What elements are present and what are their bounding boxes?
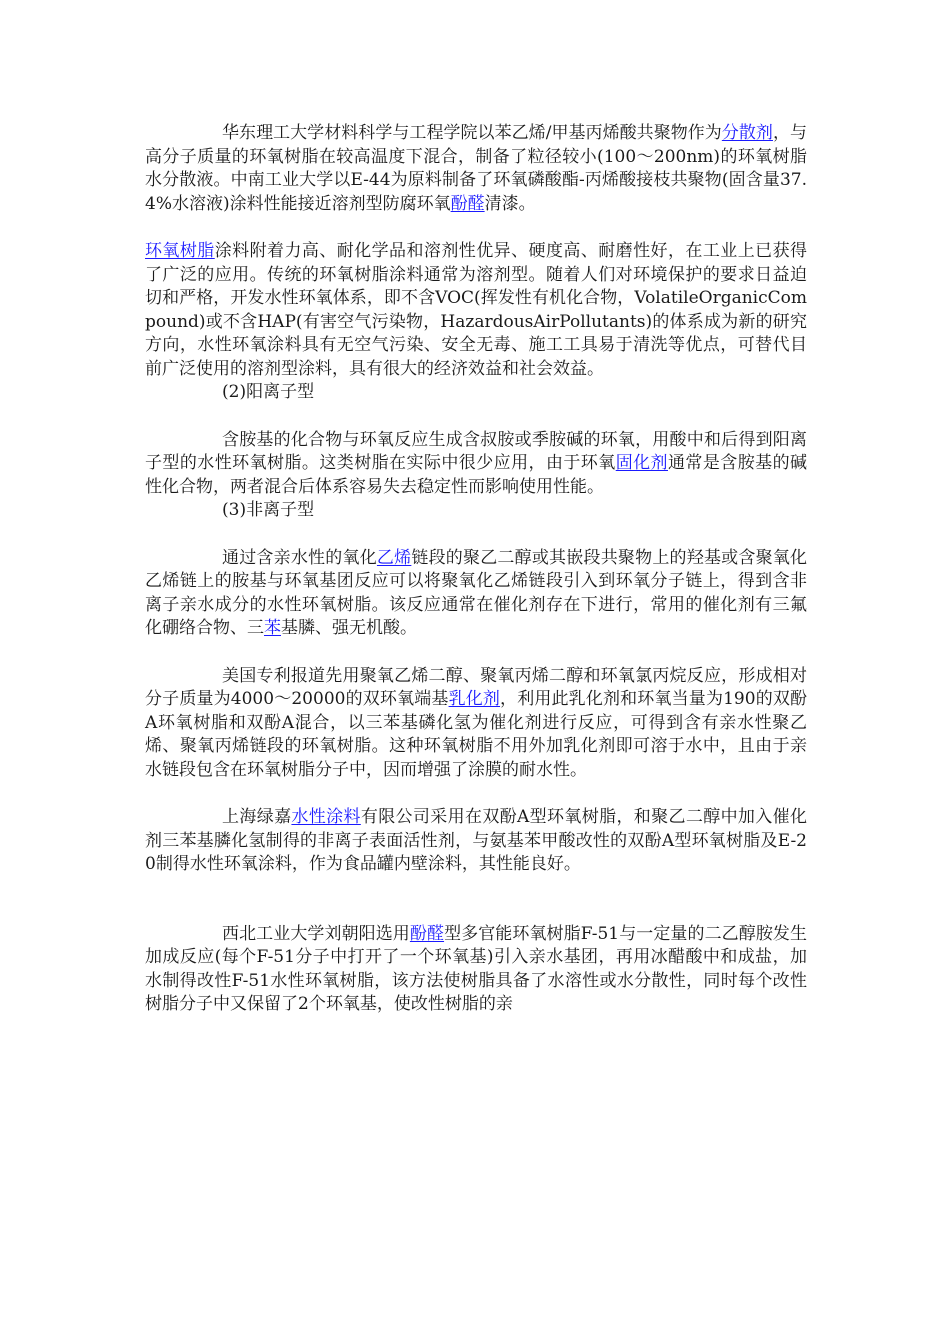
link-curing-agent[interactable]: 固化剂 — [615, 453, 668, 473]
text-segment: ，与高分子质量的环氧树脂在较高温度下混合，制备了粒径较小(100～200nm)的环氧树脂水分散液。中南工业大学以E-44为原料制备了环氧磷酸酯-丙烯酸接枝共聚物(固含量37.4%水溶液)涂料性能接近溶剂型防腐环氧 — [145, 123, 808, 214]
paragraph-3 — [145, 429, 807, 500]
text-segment: 清漆。 — [484, 193, 536, 214]
text-segment: 基膦、强无机酸。 — [281, 618, 417, 638]
paragraph-7 — [145, 923, 807, 1017]
paragraph-5 — [145, 665, 807, 783]
text-segment: 涂料附着力高、耐化学品和溶剂性优异、硬度高、耐磨性好，在工业上已获得了广泛的应用。传统的环氧树脂涂料通常为溶剂型。随着人们对环境保护的要求日益迫切和严格，开发水性环氧体系，即不含VOC(挥发性有机化合物，VolatileOrganicCompound)或不含HAP(有害空气污染物，HazardousAirPollutants)的体系成为新的研究方向，水性环氧涂料具有无空气污染、安全无毒、施工工具易于清洗等优点，可替代目前广泛使用的溶剂型涂料，具有很大的经济效益和社会效益。 — [145, 241, 808, 379]
text-segment: 美国专利报道先用聚氧乙烯二醇、聚氧丙烯二醇和环氧氯丙烷反应，形成相对分子质量为4000～20000的双环氧端基 — [145, 665, 807, 709]
document-page — [145, 122, 807, 1017]
text-segment: 含胺基的化合物与环氧反应生成含叔胺或季胺碱的环氧，用酸中和后得到阳离子型的水性环氧树脂。这类树脂在实际中很少应用，由于环氧 — [145, 429, 807, 473]
paragraph-4 — [145, 547, 807, 641]
link-waterborne-coating[interactable]: 水性涂料 — [291, 807, 361, 827]
text-segment: 型多官能环氧树脂F-51与一定量的二乙醇胺发生加成反应(每个F-51分子中打开了一个环氧基)引入亲水基团，再用冰醋酸中和成盐，加水制得改性F-51水性环氧树脂，该方法使树脂具备了水溶性或水分散性，同时每个改性树脂分子中又保留了2个环氧基，使改性树脂的亲 — [145, 923, 808, 1014]
link-ethylene[interactable]: 乙烯 — [376, 547, 412, 568]
paragraph-2 — [145, 240, 807, 381]
text-segment: 上海绿嘉 — [222, 807, 292, 827]
text-segment: 链段的聚乙二醇或其嵌段共聚物上的羟基或含聚氧化乙烯链上的胺基与环氧基团反应可以将聚氧化乙烯链段引入到环氧分子链上，得到含非离子亲水成分的水性环氧树脂。该反应通常在催化剂存在下进行，常用的催化剂有三氟化硼络合物、三 — [145, 547, 808, 638]
paragraph-6 — [145, 806, 807, 877]
text-segment: 有限公司采用在双酚A型环氧树脂，和聚乙二醇中加入催化剂三苯基膦化氢制得的非离子表面活性剂，与氨基苯甲酸改性的双酚A型环氧树脂及E-20制得水性环氧涂料，作为食品罐内壁涂料，其性能良好。 — [145, 807, 807, 874]
text-segment: 西北工业大学刘朝阳选用 — [222, 923, 410, 944]
link-phenolic[interactable]: 酚醛 — [450, 193, 485, 214]
link-phenolic-2[interactable]: 酚醛 — [409, 923, 445, 944]
link-benzene[interactable]: 苯 — [264, 618, 281, 638]
link-dispersant[interactable]: 分散剂 — [721, 123, 773, 143]
text-segment: ，利用此乳化剂和环氧当量为190的双酚A环氧树脂和双酚A混合，以三苯基磷化氢为催化剂进行反应，可得到含有亲水性聚乙烯、聚氧丙烯链段的环氧树脂。这种环氧树脂不用外加乳化剂即可溶于水中，且由于亲水链段包含在环氧树脂分子中，因而增强了涂膜的耐水性。 — [145, 689, 808, 780]
paragraph-1 — [145, 122, 807, 216]
link-epoxy-resin[interactable]: 环氧树脂 — [145, 241, 215, 261]
link-emulsifier[interactable]: 乳化剂 — [448, 689, 501, 709]
text-segment: 通常是含胺基的碱性化合物，两者混合后体系容易失去稳定性而影响使用性能。 — [145, 453, 808, 497]
text-segment: 华东理工大学材料科学与工程学院以苯乙烯/甲基丙烯酸共聚物作为 — [222, 123, 722, 143]
text-segment: 通过含亲水性的氧化 — [222, 547, 377, 568]
section-heading-cationic: (2)阳离子型 — [222, 382, 315, 402]
section-heading-nonionic: (3)非离子型 — [222, 500, 315, 520]
